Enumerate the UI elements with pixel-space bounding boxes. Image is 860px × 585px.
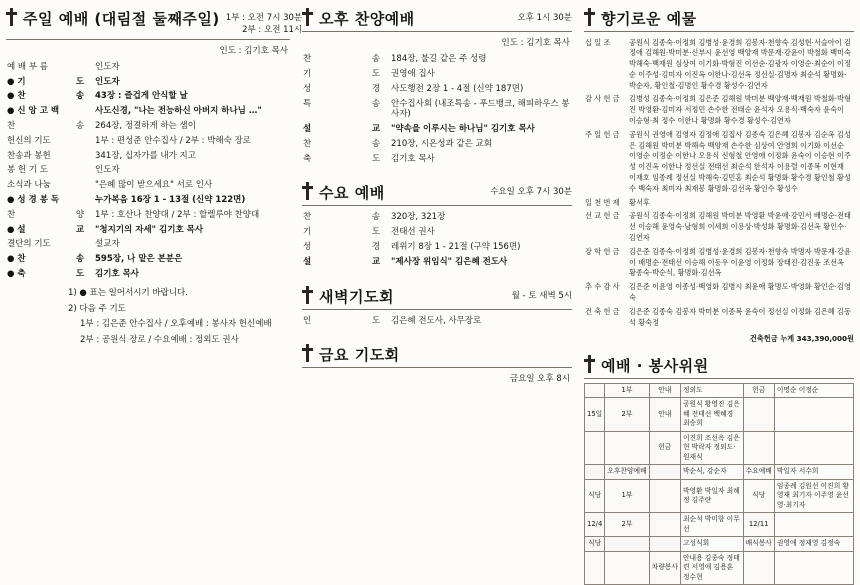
order-kind: 송 <box>371 138 381 149</box>
offering-category: 선 교 헌 금 <box>585 211 620 221</box>
order-detail: 누가복음 16장 1 - 13절 (신약 122면) <box>95 195 246 206</box>
order-kind: 도 <box>371 68 381 79</box>
offering-category: 건 축 헌 금 <box>585 306 620 316</box>
offering-names: 황서후 <box>629 197 650 207</box>
order-label: 인 <box>303 315 312 326</box>
offering-category: 주 일 헌 금 <box>585 129 620 139</box>
committee-cell: 오후찬양예배 <box>605 465 649 480</box>
committee-cell: 박영환 박일자 최해정 김주란 <box>680 479 743 513</box>
wednesday-service-header <box>302 182 572 203</box>
friday-prayer-header <box>302 344 572 365</box>
section-title: 금요 기도회 <box>319 346 400 365</box>
order-detail: "제사장 위임식" 김은혜 전도사 <box>391 256 508 267</box>
order-kind: 송 <box>371 212 381 223</box>
order-kind: 송 <box>75 120 85 131</box>
order-label: 찬 <box>7 209 16 220</box>
order-label: ● 설 <box>7 224 26 235</box>
order-detail: 인도자 <box>95 165 120 176</box>
offering-row <box>584 36 854 93</box>
offering-row <box>584 245 854 280</box>
committee-cell: 2부 <box>605 398 649 432</box>
order-kind: 송 <box>371 54 381 65</box>
committee-table <box>584 383 854 585</box>
order-label: 찬 <box>303 212 312 223</box>
order-row <box>302 255 572 270</box>
committee-cell <box>649 465 680 480</box>
offering-lists <box>584 36 854 345</box>
committee-row <box>585 537 854 552</box>
committee-cell: 12/11 <box>743 513 774 537</box>
sunday-order-table <box>6 60 290 282</box>
order-kind: 경 <box>371 83 381 94</box>
committee-cell: 공원식 황영진 김은혜 전태선 백혜경 최승희 <box>680 398 743 432</box>
wednesday-time: 수요일 오후 7시 30분 <box>490 187 572 198</box>
service-time-2: 2부 : 오전 11시 <box>242 25 303 36</box>
order-detail: 권영애 집사 <box>391 68 435 79</box>
committee-cell: 이명순 이정순 <box>774 383 853 398</box>
committee-cell: 고성식회 <box>680 537 743 552</box>
order-label: 헌신의 기도 <box>7 135 51 146</box>
order-row <box>6 208 290 223</box>
cross-icon <box>584 355 595 373</box>
offering-category: 장 학 헌 금 <box>585 246 620 256</box>
committee-row <box>585 513 854 537</box>
order-detail: 김기호 목사 <box>391 153 435 164</box>
order-label: 결단의 기도 <box>7 239 51 250</box>
committee-cell: 식당 <box>585 537 605 552</box>
order-row <box>302 137 572 152</box>
order-detail: 레위기 8장 1 - 21절 (구약 156면) <box>391 242 521 253</box>
committee-cell: 1부 <box>605 383 649 398</box>
order-label: ● 찬 <box>7 254 26 265</box>
order-row <box>6 193 290 208</box>
committee-cell <box>649 513 680 537</box>
order-row <box>302 52 572 67</box>
order-row <box>6 149 290 164</box>
committee-row <box>585 383 854 398</box>
committee-cell <box>605 551 649 585</box>
order-row <box>6 178 290 193</box>
offering-total: 건축헌금 누계 343,390,000원 <box>749 333 854 343</box>
order-detail: 인도자 <box>95 61 120 72</box>
offering-category: 추 수 감 사 <box>585 282 620 292</box>
section-title: 오후 찬양예배 <box>319 10 415 28</box>
offering-row <box>584 128 854 196</box>
order-kind <box>66 178 94 193</box>
section-title: 예배 · 봉사위원 <box>601 356 709 375</box>
cross-icon <box>6 8 17 26</box>
order-detail: 1부 : 호산나 찬양대 / 2부 : 할렐루야 찬양대 <box>95 209 260 220</box>
offering-header <box>584 8 854 29</box>
order-kind <box>66 163 94 178</box>
order-row <box>6 252 290 267</box>
committee-cell <box>743 398 774 432</box>
afternoon-service-header <box>302 8 572 29</box>
divider <box>302 31 572 32</box>
committee-cell: 12/4 <box>585 513 605 537</box>
committee-cell <box>774 513 853 537</box>
wednesday-order-table <box>302 210 572 269</box>
committee-cell: 안내 <box>649 383 680 398</box>
committee-cell: 배식봉사 <box>743 537 774 552</box>
offering-names: 김병성 김종숙·이정희 김은준 김해원 박미분 백양재·백재원 박철화·박형진 박영환·김미자 서정민 손수한 전태순 윤석자 오용식·백숙자 윤숙이 이승형·최 정수 이한나 황명화 황수경 황성수·김연자 <box>629 94 851 126</box>
offering-category: 감 사 헌 금 <box>585 94 620 104</box>
committee-cell <box>774 398 853 432</box>
order-detail: 김은혜 전도사, 사무장로 <box>391 315 482 326</box>
offering-row <box>584 281 854 306</box>
divider <box>302 367 572 368</box>
committee-cell <box>649 537 680 552</box>
section-title: 새벽기도회 <box>319 287 394 306</box>
order-row <box>302 225 572 240</box>
offering-names: 김은준 김종숙·이정희 김병성·윤경희 김봉자·천향숙 박명자 박문재·강윤이 배명순·전태선 이승해 이동우 이윤영 이정화 장태진·김진웅 조선옥 황종숙·박순식, 황명화·김선옥 <box>629 246 851 278</box>
dawn-order-table <box>302 314 572 329</box>
order-label: ● 신 앙 고 백 <box>7 106 60 117</box>
order-row <box>6 119 290 134</box>
offering-category: 일 천 번 제 <box>585 197 620 207</box>
committee-cell <box>605 537 649 552</box>
order-label: 예 배 부 름 <box>7 61 48 72</box>
order-kind: 도 <box>75 269 85 280</box>
order-row <box>6 237 290 252</box>
order-label: 축 <box>303 153 312 164</box>
order-label: ● 성 경 봉 독 <box>7 195 60 206</box>
order-row <box>6 89 290 104</box>
column-offerings <box>578 0 860 581</box>
order-detail: 43장 : 즐겁게 안식할 날 <box>95 91 188 102</box>
order-detail: 설교자 <box>95 239 120 250</box>
offering-names: 김은준 이윤영 이종성·백영화 김병시 최윤애 황명도·박영화 황인순·김영숙 <box>629 282 851 303</box>
committee-row <box>585 551 854 585</box>
order-label: ● 축 <box>7 269 26 280</box>
committee-cell: 박일자 서수희 <box>774 465 853 480</box>
order-detail: 사도행전 2장 1 - 4절 (신약 187면) <box>391 83 524 94</box>
order-row <box>302 152 572 167</box>
offering-names: 공원식 김종숙·이정희 김해원 박미분 박영환 박윤애·강민서 배명순·전태선 이승해 윤영숙·남형희 이세희 이용상·박성화 황명화·김선옥 황인수·김연자 <box>629 211 851 243</box>
order-label: 찬송과 봉헌 <box>7 150 51 161</box>
order-row <box>6 134 290 149</box>
order-kind: 도 <box>371 315 381 326</box>
offering-main-table <box>584 36 854 196</box>
order-label: 기 <box>303 227 312 238</box>
order-label: 설 <box>303 123 312 134</box>
order-label: 성 <box>303 242 312 253</box>
order-kind: 경 <box>371 242 381 253</box>
order-kind: 교 <box>75 224 85 235</box>
order-label: 찬 <box>303 54 312 65</box>
dawn-time: 월 - 토 새벽 5시 <box>511 290 572 301</box>
committee-cell: 헌금 <box>743 383 774 398</box>
order-kind: 도 <box>371 153 381 164</box>
offering-row <box>584 93 854 128</box>
note-item: 2) 다음 주 기도 <box>68 303 126 314</box>
order-detail: 인도자 <box>95 76 120 87</box>
divider <box>584 31 854 32</box>
committee-cell: 임종례 김원선 이진희 황영재 최기자 이주영 윤선영·최기자 <box>774 479 853 513</box>
committee-cell: 헌금 <box>649 431 680 465</box>
order-detail: 1부 : 편성준 안수집사 / 2부 : 박해숙 장로 <box>95 135 251 146</box>
committee-cell: 박순식, 강순자 <box>680 465 743 480</box>
order-label: 특 <box>303 98 312 109</box>
order-row <box>6 163 290 178</box>
divider <box>584 378 854 379</box>
order-label: 설 <box>303 256 312 267</box>
order-row <box>6 60 290 75</box>
offering-names: 공원식 김종숙·이정희 김병성·윤경희 김봉자·천향숙 김성현·서슬아이 김정애 김해원·박미분·신부시 윤선영 백양재 박문재·강윤이 박철화 백미숙 박해숙·백재원 심상여 이기화·박형진 이선순·김광자 이영순·최순이 이정순 이주성·김미자 이진옥 이한나·김선옥 정선실·김명자 최순석 황명화·박순자, 황인철·김명인 황수경 황성수·김연자 <box>629 37 851 90</box>
column-sunday-service <box>0 0 303 481</box>
cross-icon <box>584 8 595 26</box>
order-label: 성 <box>303 83 312 94</box>
cross-icon <box>302 286 313 304</box>
order-kind: 도 <box>75 76 85 87</box>
committee-cell <box>649 479 680 513</box>
section-title: 주일 예배 (대림절 둘째주일) <box>23 10 220 28</box>
committee-cell: 식당 <box>585 479 605 513</box>
offering-row <box>584 196 854 210</box>
order-row <box>6 223 290 238</box>
friday-time: 금요일 오후 8시 <box>509 374 570 385</box>
committee-row <box>585 465 854 480</box>
cross-icon <box>302 344 313 362</box>
committee-cell: 식당 <box>743 479 774 513</box>
order-kind <box>66 149 94 164</box>
cross-icon <box>302 8 313 26</box>
dawn-prayer-header <box>302 286 572 307</box>
order-kind <box>66 134 94 149</box>
order-detail: 264장, 정결하게 하는 샘이 <box>95 120 196 131</box>
committee-cell <box>743 551 774 585</box>
committee-cell: 1부 <box>605 479 649 513</box>
committee-row <box>585 431 854 465</box>
note-item: 1부 : 김은준 안수집사 / 오후예배 : 봉사자 헌신예배 <box>80 319 272 330</box>
order-row <box>6 104 290 119</box>
order-detail: 김기호 목사 <box>95 269 140 280</box>
order-detail: 전태선 권사 <box>391 227 435 238</box>
committee-cell <box>585 465 605 480</box>
committee-cell: 최순석 박미향 이무선 <box>680 513 743 537</box>
committee-row <box>585 398 854 432</box>
order-row <box>302 210 572 225</box>
note-item: 1) ● 표는 일어서시기 바랍니다. <box>68 287 188 298</box>
order-row <box>302 240 572 255</box>
committee-cell: 2부 <box>605 513 649 537</box>
sunday-service-header <box>6 8 303 37</box>
order-detail: 사도신경, "나는 전능하신 아버지 하나님 …" <box>95 106 262 117</box>
afternoon-time: 오후 1시 30분 <box>517 13 572 23</box>
order-detail: 210장, 시온성과 같은 교회 <box>391 138 492 149</box>
order-label: 찬 <box>303 138 312 149</box>
order-label: 기 <box>303 68 312 79</box>
offering-names: 공원식 권영애 김영자 김정애 김집사 김종숙 김은혜 김봉자 김순옥 김성은 김해원 박미분 박해숙 백양재 손수한 심상여 안영희 이기화 이선순 이영순 이정순 이한나 오용식 신형철 안영애 이정화 윤숙이 이승현 이주성 이진옥 이한나 정선실 전태선 최순석 한석자 이용렬 이종복 이현재 이재호 임종례 정선실 박해숙·김민홍 최순석 황명화 황수경 황인철 황성수 백숙자 최미자 최재봉 황명화·김선옥 황인수 황성수 <box>629 129 851 193</box>
committee-cell: 차량봉사 <box>649 551 680 585</box>
committee-cell <box>774 431 853 465</box>
divider <box>6 39 290 40</box>
order-row <box>6 74 290 89</box>
order-detail: 341장, 십자가를 내가 지고 <box>95 150 196 161</box>
service-times <box>226 8 302 37</box>
offering-sub-table <box>584 196 854 330</box>
order-label: 소식과 나눔 <box>7 180 51 191</box>
offering-names: 김은준 김종숙 김봉자 박미분 이종복 윤숙이 정선실 이정화 김은혜 김동석 황숙정 <box>629 306 851 327</box>
committee-cell: 15일 <box>585 398 605 432</box>
committee-cell <box>585 431 605 465</box>
service-time-1: 1부 : 오전 7시 30분 <box>225 13 303 23</box>
offering-row <box>584 210 854 245</box>
committee-cell <box>774 551 853 585</box>
order-row <box>302 122 572 137</box>
order-kind: 송 <box>75 254 85 265</box>
service-leader: 인도 : 김기호 목사 <box>219 45 288 56</box>
cross-icon <box>302 182 313 200</box>
order-row <box>302 314 572 329</box>
order-label: 봉 헌 기 도 <box>7 165 48 176</box>
order-kind: 송 <box>75 91 85 102</box>
committee-cell <box>605 431 649 465</box>
committee-cell <box>585 383 605 398</box>
committee-header <box>584 355 854 376</box>
committee-cell: 안내용 김종숙 정태련 서영애 김용훈 정수현 <box>680 551 743 585</box>
order-kind: 교 <box>371 256 381 267</box>
sunday-notes <box>6 286 290 349</box>
section-title: 향기로운 예물 <box>601 10 697 28</box>
order-kind: 교 <box>371 123 381 134</box>
order-label: ● 찬 <box>7 91 26 102</box>
afternoon-leader: 인도 : 김기호 목사 <box>501 38 570 48</box>
column-other-services <box>296 0 578 481</box>
order-row <box>302 82 572 97</box>
committee-cell: 정외도 <box>680 383 743 398</box>
committee-cell <box>743 431 774 465</box>
order-kind <box>66 60 94 75</box>
divider <box>302 205 572 206</box>
order-label: ● 기 <box>7 76 26 87</box>
order-kind <box>66 193 94 208</box>
order-detail: 184장, 불길 같은 주 성령 <box>391 54 487 65</box>
committee-cell: 이진희 조선옥 김은현 박락자 정외도·원재식 <box>680 431 743 465</box>
order-detail: 안수집사회 (내조특송 - 푸드뱅크, 해피하우스 봉사자) <box>391 98 570 120</box>
order-kind: 양 <box>75 209 85 220</box>
order-row <box>6 267 290 282</box>
divider <box>302 309 572 310</box>
committee-cell: 권영애 정재영 김정숙 <box>774 537 853 552</box>
order-detail: "청지기의 자세" 김기호 목사 <box>95 224 204 235</box>
order-kind <box>66 237 94 252</box>
offering-category: 십 일 조 <box>585 37 611 47</box>
committee-cell: 수요예배 <box>743 465 774 480</box>
order-kind <box>66 104 94 119</box>
order-kind: 송 <box>371 98 381 109</box>
offering-row <box>584 305 854 330</box>
afternoon-order-table <box>302 52 572 166</box>
order-detail: 320장, 321장 <box>391 212 446 223</box>
committee-row <box>585 479 854 513</box>
order-detail: 595장, 나 맡은 본분은 <box>95 254 183 265</box>
order-detail: "약속을 이루시는 하나님" 김기호 목사 <box>391 123 535 134</box>
order-row <box>302 67 572 82</box>
committee-cell <box>585 551 605 585</box>
section-title: 수요 예배 <box>319 184 385 203</box>
order-kind: 도 <box>371 227 381 238</box>
order-detail: "은혜 많이 받으세요" 서로 인사 <box>95 180 213 191</box>
note-item: 2부 : 공원식 장로 / 수요예배 : 정외도 권사 <box>80 334 239 345</box>
order-label: 찬 <box>7 120 16 131</box>
committee-cell: 안내 <box>649 398 680 432</box>
order-row <box>302 96 572 121</box>
